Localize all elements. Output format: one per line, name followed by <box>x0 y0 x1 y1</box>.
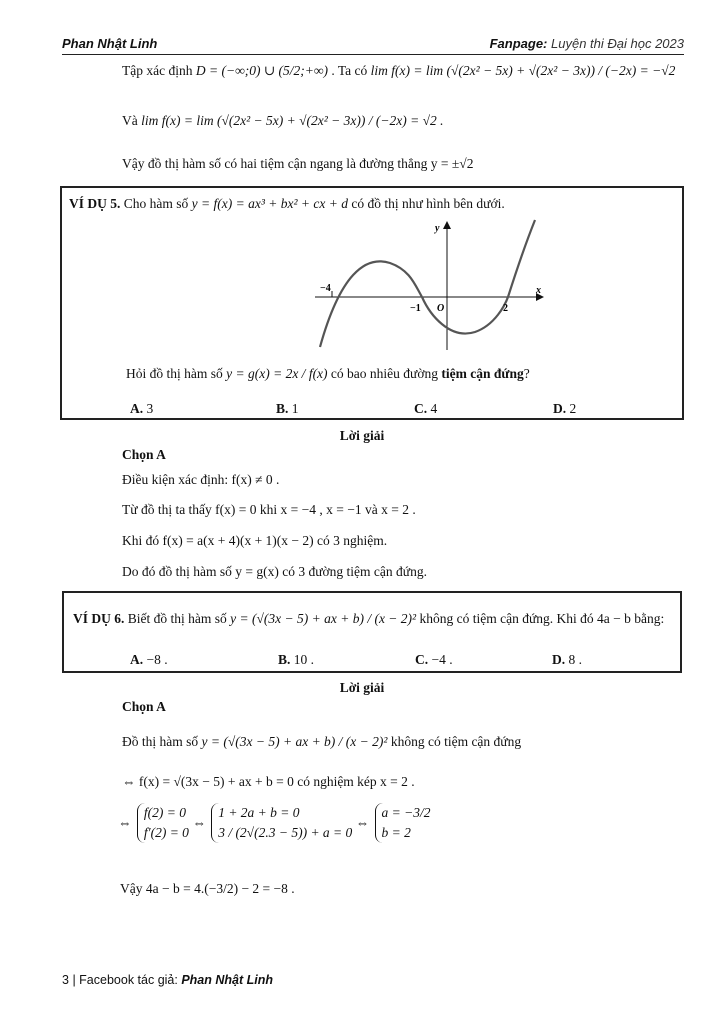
fanpage-label: Fanpage: <box>489 36 548 51</box>
option-value: −8 . <box>146 652 168 667</box>
question-mark: ? <box>523 366 530 381</box>
system-1 <box>137 803 189 843</box>
option-key: A. <box>130 652 144 667</box>
footer-author: Phan Nhật Linh <box>181 973 273 987</box>
tick-minus-1: −1 <box>410 303 421 314</box>
example-5-question <box>126 365 530 383</box>
x-axis-label: x <box>536 285 541 296</box>
g-formula: y = g(x) = 2x / f(x) <box>226 366 328 381</box>
solution-5-title: Lời giải <box>339 428 385 443</box>
ex5-option-d[interactable] <box>553 400 576 418</box>
cubic-curve <box>320 220 535 347</box>
solution-5-choice: Chọn A <box>122 447 166 462</box>
option-value: 3 <box>146 401 154 416</box>
fanpage-name: Luyện thi Đại học 2023 <box>551 36 684 51</box>
y-axis-label: y <box>435 223 440 234</box>
question-text: Hỏi đồ thị hàm số <box>126 366 223 381</box>
intro-text: . Ta có <box>331 63 368 78</box>
page-footer <box>62 973 273 987</box>
rational-formula: y = (√(3x − 5) + ax + b) / (x − 2)² <box>230 611 417 626</box>
option-value: 1 <box>291 401 299 416</box>
page-header <box>62 36 684 55</box>
solution-text: Đồ thị hàm số <box>122 734 199 749</box>
domain-formula: D = (−∞;0) ∪ (5/2;+∞) <box>195 63 328 78</box>
limit-formula: lim f(x) = lim (√(2x² − 5x) + √(2x² − 3x)) / (−2x) = √2 . <box>141 113 444 128</box>
solution-5-line-1: Điều kiện xác định: f(x) ≠ 0 . <box>122 472 280 487</box>
footer-separator: | <box>72 973 76 987</box>
solution-6-system <box>118 803 431 843</box>
header-author: Phan Nhật Linh <box>62 36 158 51</box>
option-key: A. <box>130 401 144 416</box>
ex6-option-b[interactable] <box>278 651 314 669</box>
solution-text: không có tiệm cận đứng <box>390 734 522 749</box>
solution-5-line-3: Khi đó f(x) = a(x + 4)(x + 1)(x − 2) có 3 nghiệm. <box>122 533 388 548</box>
tick-2: 2 <box>503 303 508 314</box>
system-2 <box>211 803 352 843</box>
example-text: có đồ thị như hình bên dưới. <box>351 196 505 211</box>
page-number: 3 <box>62 973 69 987</box>
solution-6-line-2: ⇔ f(x) = √(3x − 5) + ax + b = 0 có nghiệm kép x = 2 . <box>122 774 415 789</box>
limit-formula: lim f(x) = lim (√(2x² − 5x) + √(2x² − 3x)) / (−2x) = −√2 <box>370 63 676 78</box>
ex6-option-a[interactable] <box>130 651 168 669</box>
cubic-formula: y = f(x) = ax³ + bx² + cx + d <box>191 196 348 211</box>
rational-formula: y = (√(3x − 5) + ax + b) / (x − 2)² <box>201 734 388 749</box>
system-eq: 1 + 2a + b = 0 <box>218 805 300 820</box>
solution-6-title: Lời giải <box>339 680 385 695</box>
example-5-statement <box>69 195 505 213</box>
equiv-symbol: ⇔ <box>192 815 206 830</box>
footer-text: Facebook tác giả: <box>79 973 178 987</box>
system-eq: 3 / (2√(2.3 − 5)) + a = 0 <box>218 825 353 840</box>
cubic-graph <box>310 215 550 355</box>
option-key: C. <box>415 652 429 667</box>
option-value: 2 <box>569 401 577 416</box>
origin-label: O <box>437 303 445 314</box>
intro-line-2 <box>122 112 444 130</box>
intro-line-1 <box>122 62 675 80</box>
option-key: B. <box>276 401 289 416</box>
ex5-option-a[interactable] <box>130 400 153 418</box>
solution-6-choice: Chọn A <box>122 699 166 714</box>
equiv-symbol: ⇔ <box>118 815 132 830</box>
solution-6-line-1 <box>122 733 521 751</box>
intro-text: Tập xác định <box>122 63 193 78</box>
system-3 <box>375 803 431 843</box>
example-label: VÍ DỤ 5. <box>69 196 121 211</box>
system-eq: b = 2 <box>381 825 411 840</box>
option-value: 8 . <box>568 652 582 667</box>
system-eq: a = −3/2 <box>381 805 431 820</box>
option-value: 4 <box>430 401 438 416</box>
intro-line-3: Vậy đồ thị hàm số có hai tiệm cận ngang là đường thẳng y = ±√2 <box>122 156 474 171</box>
question-emphasis: tiệm cận đứng <box>441 366 524 381</box>
example-6-statement <box>73 610 664 628</box>
question-text: có bao nhiêu đường <box>330 366 438 381</box>
example-text: Cho hàm số <box>123 196 189 211</box>
intro-text: Và <box>122 113 138 128</box>
ex6-option-c[interactable] <box>415 651 453 669</box>
option-key: B. <box>278 652 291 667</box>
option-key: D. <box>552 652 566 667</box>
solution-5-line-4: Do đó đồ thị hàm số y = g(x) có 3 đường tiệm cận đứng. <box>122 564 427 579</box>
ex6-option-d[interactable] <box>552 651 582 669</box>
ex5-option-c[interactable] <box>414 400 437 418</box>
example-text: không có tiệm cận đứng. Khi đó 4a − b bằng: <box>419 611 665 626</box>
example-text: Biết đồ thị hàm số <box>127 611 227 626</box>
option-key: C. <box>414 401 428 416</box>
option-value: 10 . <box>293 652 315 667</box>
tick-minus-4: −4 <box>320 283 331 294</box>
option-value: −4 . <box>431 652 453 667</box>
ex5-option-b[interactable] <box>276 400 299 418</box>
system-eq: f′(2) = 0 <box>143 825 189 840</box>
system-eq: f(2) = 0 <box>143 805 186 820</box>
option-key: D. <box>553 401 567 416</box>
equiv-symbol: ⇔ <box>355 815 370 830</box>
solution-5-line-2: Từ đồ thị ta thấy f(x) = 0 khi x = −4 , x = −1 và x = 2 . <box>122 502 416 517</box>
example-label: VÍ DỤ 6. <box>73 611 125 626</box>
header-fanpage <box>490 36 684 51</box>
solution-6-line-4: Vậy 4a − b = 4.(−3/2) − 2 = −8 . <box>120 881 295 896</box>
